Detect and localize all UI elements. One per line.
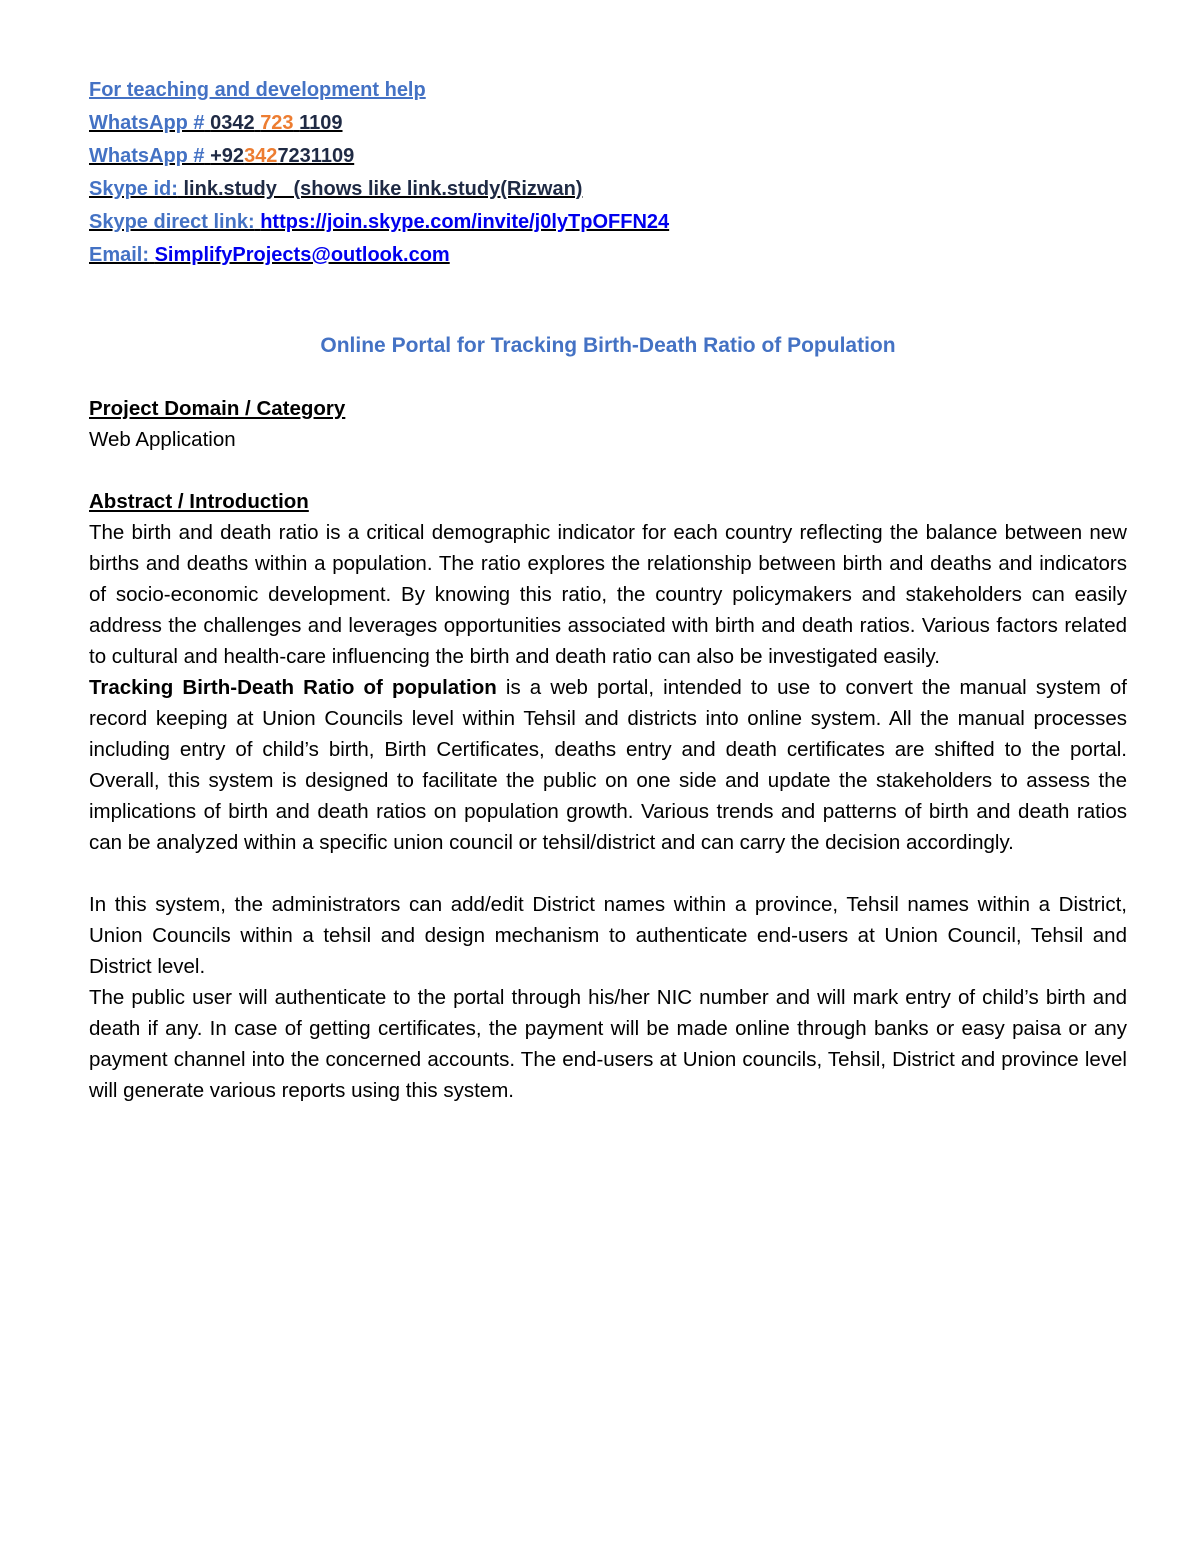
domain-heading: Project Domain / Category (89, 397, 346, 420)
whatsapp-number-2-part3: 7231109 (277, 145, 355, 167)
skype-id-line (89, 173, 1129, 206)
teaching-help-text: For teaching and development help (89, 79, 426, 101)
skype-direct-link[interactable]: https://join.skype.com/invite/j0lyTpOFFN24 (260, 211, 670, 233)
abstract-paragraph-2 (89, 672, 1127, 858)
email-label: Email: (89, 244, 150, 266)
whatsapp-number-1-part1: 0342 (210, 112, 255, 134)
document-title: Online Portal for Tracking Birth-Death Ratio of Population (320, 334, 896, 357)
teaching-help-line (89, 74, 1129, 107)
whatsapp-line-1 (89, 107, 1129, 140)
portal-name-bold: Tracking Birth-Death Ratio of population (89, 676, 497, 699)
contact-block (89, 74, 1129, 272)
whatsapp-number-1-part2: 723 (260, 112, 294, 134)
document-body (89, 393, 1127, 1106)
skype-id-value: link.study (shows like link.study(Rizwan) (183, 178, 583, 200)
email-link[interactable]: SimplifyProjects@outlook.com (154, 244, 450, 266)
whatsapp-label-2: WhatsApp # (89, 145, 205, 167)
whatsapp-number-2-part1: +92 (210, 145, 245, 167)
whatsapp-label-1: WhatsApp # (89, 112, 205, 134)
email-line (89, 239, 1129, 272)
domain-value: Web Application (89, 428, 236, 451)
system-paragraph-1: In this system, the administrators can add/edit District names within a province, Tehsil names within a District, Union Councils within a tehsil and design mechanism to authenticate end-users at Union Council, Tehsil and District level. (89, 893, 1127, 978)
abstract-paragraph-2-text: is a web portal, intended to use to convert the manual system of record keeping at Union Councils level within Tehsil and districts into online system. All the manual processes including entry of child’s birth, Birth Certificates, deaths entry and death certificates are shifted to the portal. Overall, this system is designed to facilitate the public on one side and update the stakeholders to assess the implications of birth and death ratios on population growth. Various trends and patterns of birth and death ratios can be analyzed within a specific union council or tehsil/district and can carry the decision accordingly. (89, 676, 1127, 854)
skype-id-label: Skype id: (89, 178, 178, 200)
abstract-paragraph-1: The birth and death ratio is a critical demographic indicator for each country reflecting the balance between new births and deaths within a population. The ratio explores the relationship between birth and deaths and indicators of socio-economic development. By knowing this ratio, the country policymakers and stakeholders can easily address the challenges and leverages opportunities associated with birth and death ratios. Various factors related to cultural and health-care influencing the birth and death ratio can also be investigated easily. (89, 521, 1127, 668)
skype-link-line (89, 206, 1129, 239)
skype-link-label: Skype direct link: (89, 211, 255, 233)
system-paragraph-2: The public user will authenticate to the portal through his/her NIC number and will mark entry of child’s birth and death if any. In case of getting certificates, the payment will be made online through banks or easy paisa or any payment channel into the concerned accounts. The end-users at Union councils, Tehsil, District and province level will generate various reports using this system. (89, 986, 1127, 1102)
whatsapp-number-1-part3: 1109 (299, 112, 343, 134)
whatsapp-number-2-part2: 342 (244, 145, 278, 167)
abstract-heading: Abstract / Introduction (89, 490, 309, 513)
whatsapp-line-2 (89, 140, 1129, 173)
